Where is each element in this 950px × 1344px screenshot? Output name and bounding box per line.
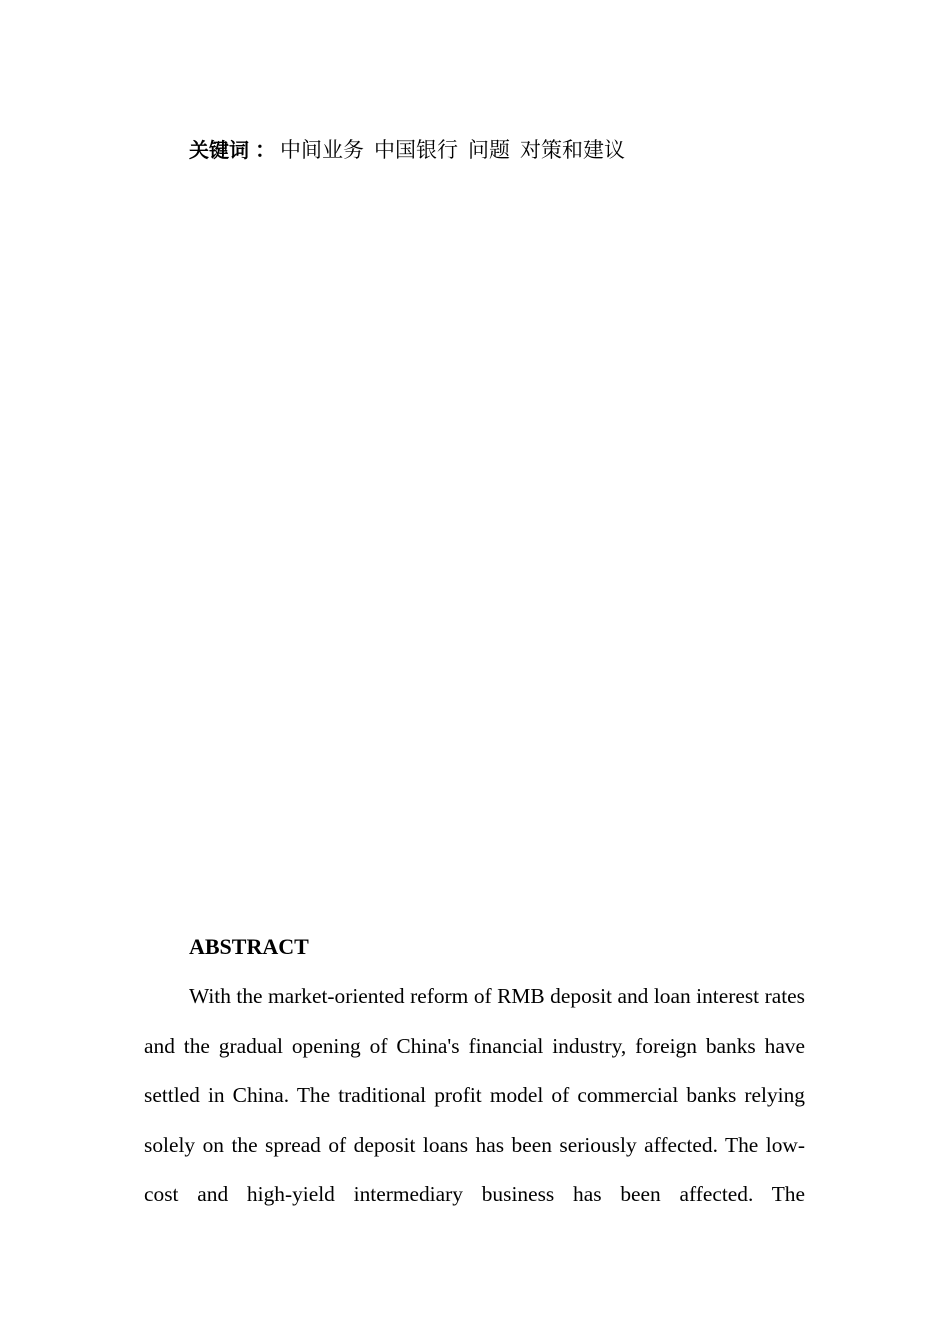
- keyword-term: 对策和建议: [520, 138, 625, 162]
- keywords-separator: ：: [255, 138, 276, 162]
- keywords-label: 关键词: [189, 138, 249, 162]
- abstract-body: With the market-oriented reform of RMB deposit and loan interest rates and the gradual opening of China's financial industry, foreign banks have settled in China. The traditional profit model of commercial banks relying solely on the spread of deposit loans has been seriously affected. The low-cost and high-yield intermediary business has been affected. The: [144, 984, 805, 1207]
- abstract-heading: ABSTRACT: [189, 934, 309, 959]
- keyword-term: 问题: [468, 138, 510, 162]
- keyword-term: 中间业务: [280, 138, 364, 162]
- keywords-line: [189, 134, 809, 166]
- keyword-term: 中国银行: [374, 138, 458, 162]
